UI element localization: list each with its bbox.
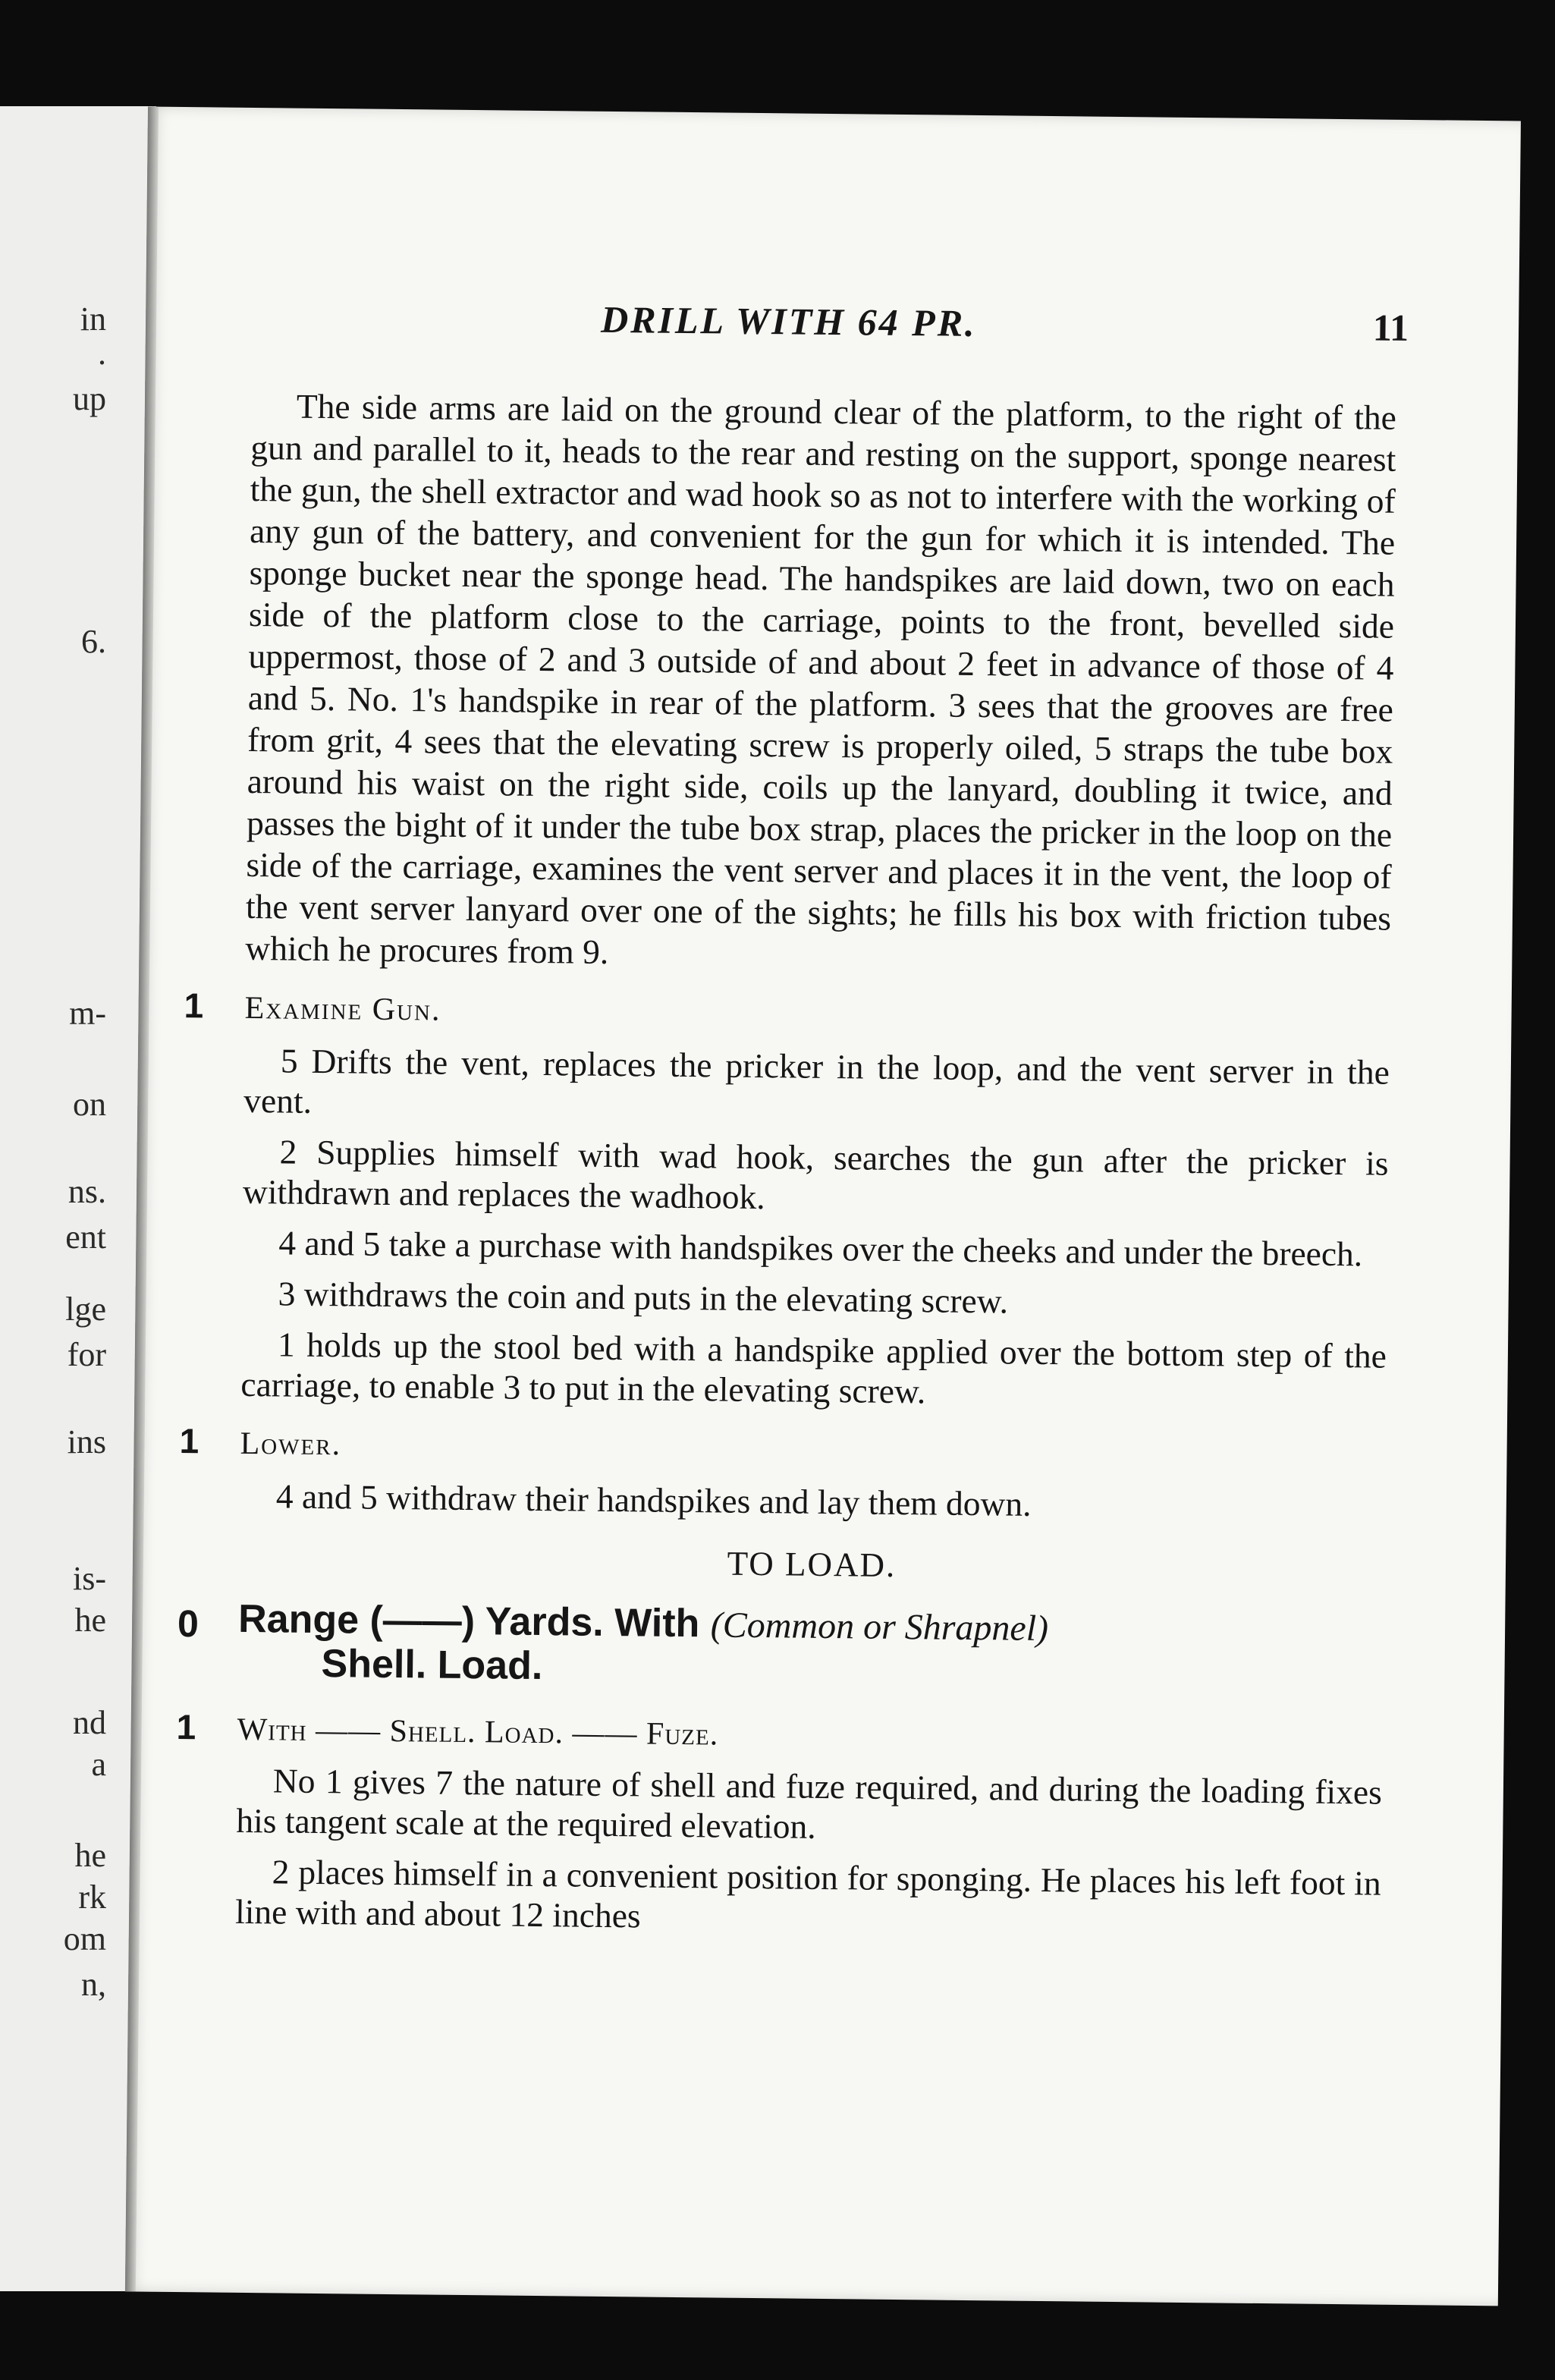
facing-page-fragment: is- xyxy=(73,1560,106,1597)
examine-step-5: 1 holds up the stool bed with a handspike applied over the bottom step of the carriage, to enable 3 to put in the elevating screw. xyxy=(240,1325,1387,1411)
facing-page-fragment: 6. xyxy=(81,623,106,660)
range-command-text xyxy=(237,1598,1384,1696)
command-number: 1 xyxy=(184,986,204,1026)
order-text: With —— Shell. Load. —— Fuze. xyxy=(237,1712,719,1753)
range-command xyxy=(177,1597,1384,1696)
examine-gun-command xyxy=(184,985,1390,1039)
examine-step-3: 4 and 5 take a purchase with handspikes over the cheeks and under the breech. xyxy=(278,1223,1363,1274)
facing-page-fragment: on xyxy=(73,1086,106,1123)
load-step-2: 2 places himself in a convenient position for sponging. He places his left foot in line with and about 12 inches xyxy=(234,1852,1381,1935)
facing-page-fragment: he xyxy=(74,1837,106,1874)
facing-page-fragment: n, xyxy=(81,1966,106,2003)
command-number: 1 xyxy=(179,1421,199,1461)
body-text xyxy=(176,385,1397,1954)
intro-paragraph: The side arms are laid on the ground clear of the platform, to the right of the gun and parallel to it, heads to the rear and resting on the support, sponge nearest the gun, the shell extractor and wad hook so as not to interfere with the working of any gun of the battery, and convenient for the gun for which it is intended. The sponge bucket near the sponge head. The handspikes are laid down, two on each side of the platform close to the carriage, points to the front, bevelled side uppermost, those of 2 and 3 outside of and about 2 feet in advance of those of 4 and 5. No. 1's handspike in rear of the platform. 3 sees that the grooves are free from grit, 4 sees that the elevating screw is properly oiled, 5 straps the tube box around his waist on the right side, coils up the lanyard, doubling it twice, and passes the bight of it under the tube box strap, places the pricker in the loop on the side of the carriage, examines the vent server and places it in the vent, the loop of the vent server lanyard over one of the sights; he fills his box with friction tubes which he procures from 9. xyxy=(245,386,1397,971)
load-order xyxy=(176,1706,1382,1760)
facing-page-fragment: lge xyxy=(65,1291,106,1328)
facing-page-fragment: m- xyxy=(69,995,106,1032)
lower-command xyxy=(179,1420,1385,1474)
facing-page-fragment: ns. xyxy=(68,1173,106,1210)
to-load-heading: TO LOAD. xyxy=(727,1544,897,1584)
examine-step-4: 3 withdraws the coin and puts in the elevating screw. xyxy=(278,1274,1009,1321)
command-text: Lower. xyxy=(240,1426,342,1463)
facing-page-fragment: ins xyxy=(67,1423,106,1460)
examine-step-1: 5 Drifts the vent, replaces the pricker in the loop, and the vent server in the vent. xyxy=(243,1041,1390,1121)
facing-page-fragment: he xyxy=(74,1602,106,1639)
facing-page-fragment: nd xyxy=(73,1704,106,1741)
page-number: 11 xyxy=(1372,306,1409,349)
range-part-2: Shell. Load. xyxy=(321,1642,543,1689)
facing-page-fragment: up xyxy=(73,380,106,417)
range-part-1: Range (——) Yards. With xyxy=(237,1596,712,1646)
load-step-1: No 1 gives 7 the nature of shell and fuze required, and during the loading fixes his tangent scale at the required elevation. xyxy=(236,1761,1383,1846)
page-title: DRILL WITH 64 PR. xyxy=(600,297,977,344)
lower-step-1: 4 and 5 withdraw their handspikes and lay them down. xyxy=(275,1476,1032,1523)
facing-page-fragment: rk xyxy=(78,1879,106,1916)
facing-page-fragment: om xyxy=(63,1920,106,1957)
facing-page-fragment: for xyxy=(67,1336,106,1373)
range-italic: (Common or Shrapnel) xyxy=(710,1605,1049,1649)
book-page xyxy=(125,107,1521,2306)
command-number: 1 xyxy=(176,1707,196,1747)
facing-page-fragment: a xyxy=(91,1746,106,1783)
facing-page-fragment: . xyxy=(98,335,106,372)
running-head xyxy=(146,293,1519,368)
command-text: Examine Gun. xyxy=(244,990,441,1028)
command-number: 0 xyxy=(177,1602,199,1646)
examine-step-2: 2 Supplies himself with wad hook, searches the gun after the pricker is withdrawn and replaces the wadhook. xyxy=(242,1132,1389,1217)
facing-page-fragment: ent xyxy=(65,1218,106,1256)
facing-page-fragment: in xyxy=(80,300,106,338)
